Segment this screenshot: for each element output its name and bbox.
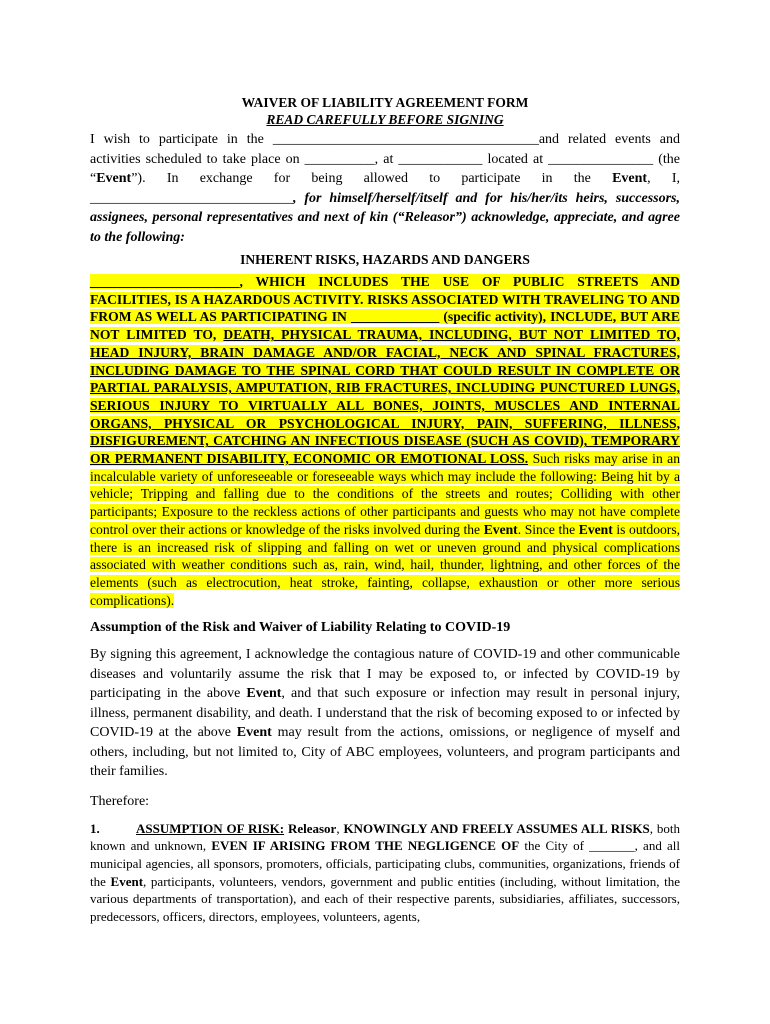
document-subtitle: READ CAREFULLY BEFORE SIGNING [266, 112, 504, 127]
assumption-of-risk-clause: 1. ASSUMPTION OF RISK: Releasor, KNOWINGLY AND FREELY ASSUMES ALL RISKS, both known and unknown, EVEN IF ARISING FROM THE NEGLIGENCE OF the City of _______, and all municipal agencies, all sponsors, promoters, officials, participating clubs, communities, organizations, friends of the Event, participants, volunteers, vendors, government and public entities (including, without limitation, the various departments of transportation), and each of their respective parents, subsidiaries, affiliates, successors, predecessors, officers, directors, employees, volunteers, agents, [90, 820, 681, 924]
covid-assumption-heading: Assumption of the Risk and Waiver of Liability Relating to COVID-19 [90, 620, 511, 636]
participant-name-blank[interactable]: _____________________________ [90, 190, 293, 206]
event-name-blank[interactable]: ______________________________________ [272, 132, 539, 147]
event-address-blank[interactable]: _______________ [548, 151, 654, 167]
specific-activity-blank[interactable]: _____________ [350, 309, 440, 325]
activity-blank[interactable]: ______________________ [90, 274, 240, 289]
document-title: WAIVER OF LIABILITY AGREEMENT FORM [241, 95, 529, 110]
covid-paragraph: By signing this agreement, I acknowledge the contagious nature of COVID-19 and other communicable diseases and voluntarily assume the risk that I may be exposed to, or infected by COVID-19 by participating in the above Event, and that such exposure or infection may result in personal injury, illness, permanent disability, and death. I understand that the risk of becoming exposed to or infected by COVID-19 at the above Event may result from the actions, omissions, or negligence of myself and others, including, but not limited to, City of ABC employees, volunteers, and program participants and their families. [90, 647, 680, 780]
therefore-label: Therefore: [90, 793, 150, 809]
event-location-blank[interactable]: ____________ [398, 151, 483, 167]
intro-paragraph: I wish to participate in the ______________________________________and related events and activities scheduled to take place on __________, at ____________ located at _______________ (the “Event”). In exchange for being allowed to participate in the Event, I, _____________________________, for himself/herself/itself and for his/her/its heirs, successors, assignees, personal representatives and next of kin (“Releasor”) acknowledge, appreciate, and agree to the following: [90, 132, 681, 245]
document-page [90, 94, 680, 925]
event-date-blank[interactable]: __________ [304, 151, 375, 167]
risks-paragraph: ______________________, WHICH INCLUDES THE USE OF PUBLIC STREETS AND FACILITIES, IS A HAZARDOUS ACTIVITY. RISKS ASSOCIATED WITH TRAVELING TO AND FROM AS WELL AS PARTICIPATING IN _____________ (specific activity), INCLUDE, BUT ARE NOT LIMITED TO, DEATH, PHYSICAL TRAUMA, INCLUDING, BUT NOT LIMITED TO, HEAD INJURY, BRAIN DAMAGE AND/OR FACIAL, NECK AND SPINAL FRACTURES, INCLUDING DAMAGE TO THE SPINAL CORD THAT COULD RESULT IN COMPLETE OR PARTIAL PARALYSIS, AMPUTATION, RIB FRACTURES, INCLUDING PUNCTURED LUNGS, SERIOUS INJURY TO VIRTUALLY ALL BONES, JOINTS, MUSCLES AND INTERNAL ORGANS, PHYSICAL OR PSYCHOLOGICAL INJURY, PAIN, SUFFERING, ILLNESS, DISFIGUREMENT, CATCHING AN INFECTIOUS DISEASE (SUCH AS COVID), TEMPORARY OR PERMANENT DISABILITY, ECONOMIC OR EMOTIONAL LOSS. Such risks may arise in an incalculable variety of unforeseeable or foreseeable ways which may include the following: Being hit by a vehicle; Tripping and falling due to the conditions of the streets and routes; Colliding with other participants; Exposure to the reckless actions of other participants and guests who may not have complete control over their actions or knowledge of the risks involved during the Event. Since the Event is outdoors, there is an increased risk of slipping and falling on wet or uneven ground and physical complications associated with weather conditions such as, rain, wind, hail, thunder, lightning, and other forces of the elements (such as electrocution, heat stroke, fainting, collapse, exhaustion or other more serious complications). [90, 274, 681, 608]
city-blank[interactable]: _______ [589, 838, 635, 854]
inherent-risks-heading: INHERENT RISKS, HAZARDS AND DANGERS [240, 252, 530, 267]
